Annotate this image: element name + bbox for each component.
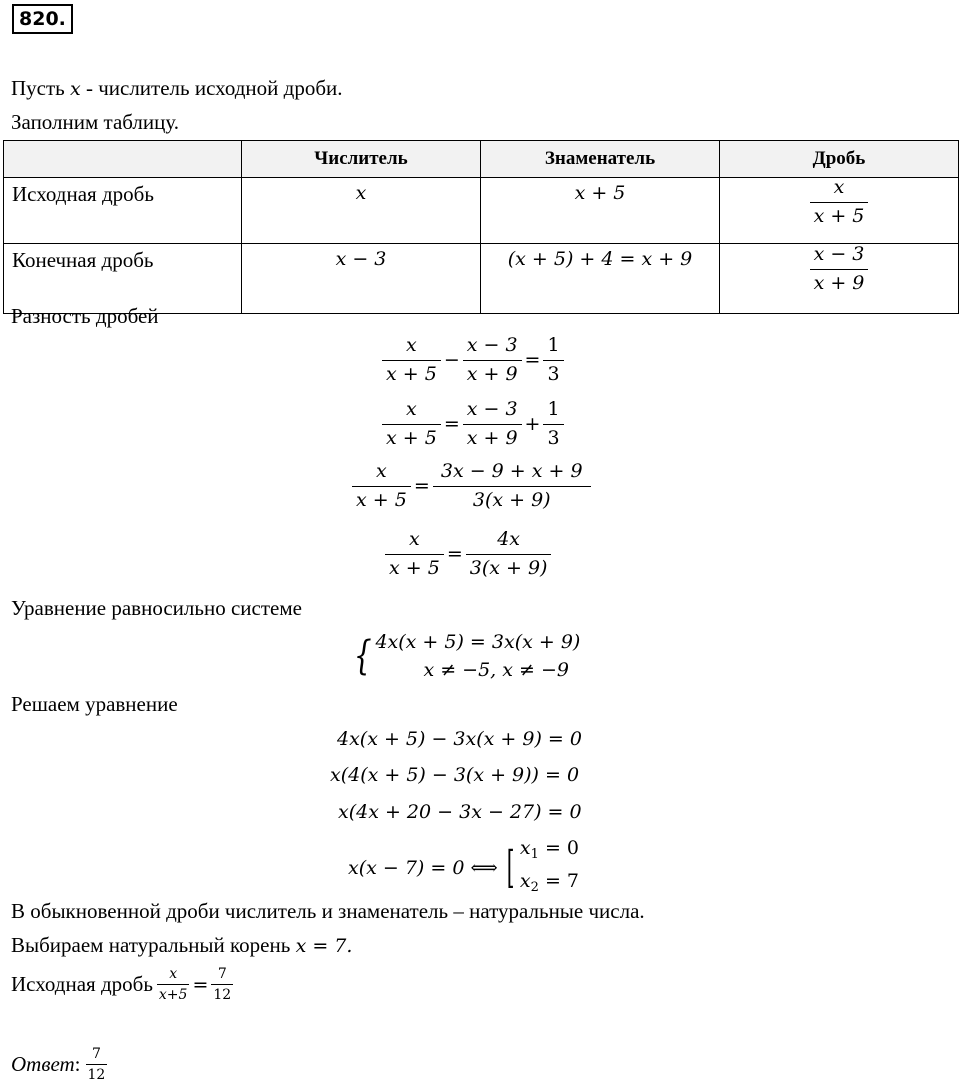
solve-step-4-left: x(x − 7) = 0 ⟺ [348,857,498,879]
table-header-fraction: Дробь [720,141,959,178]
frac-denominator: x + 9 [463,424,522,451]
frac-numerator: 1 [547,334,560,356]
equals-sign: = [192,973,209,996]
system-line-1: 4x(x + 5) = 3x(x + 9) [375,631,581,653]
row-denominator: x + 5 [481,178,720,244]
row-fraction [720,178,959,244]
solve-label: Решаем уравнение [11,692,178,716]
answer-label: Ответ [11,1052,75,1077]
equation-4 [385,528,551,581]
equals-sign: = [413,475,430,498]
system-label: Уравнение равносильно системе [11,596,302,620]
answer-numerator: 7 [91,1046,101,1062]
solve-step-2: x(4(x + 5) − 3(x + 9)) = 0 [330,764,580,786]
frac-numerator: 4x [497,528,520,550]
row-fraction-denominator: x + 5 [810,202,869,229]
frac-numerator: 7 [217,966,227,982]
operator: − [443,349,460,372]
frac-numerator: 3x − 9 + x + 9 [440,460,583,482]
equals-sign: = [443,413,460,436]
frac-denominator: 12 [211,984,233,1003]
original-fraction-label: Исходная дробь [11,972,153,997]
row-label: Исходная дробь [4,178,242,244]
table-row [4,178,959,244]
intro-fill-table: Заполним таблицу. [11,110,180,134]
table-header-numerator: Числитель [242,141,481,178]
frac-denominator: x+5 [157,984,190,1003]
frac-numerator: 1 [547,398,560,420]
row-label: Конечная дробь [4,244,242,314]
table-header-row [4,141,959,178]
solve-step-3: x(4x + 20 − 3x − 27) = 0 [338,801,582,823]
equals-sign: = [524,349,541,372]
table-header-denominator: Знаменатель [481,141,720,178]
frac-denominator: x + 5 [352,486,411,513]
answer-colon: : [74,1052,81,1077]
frac-denominator: x + 9 [463,360,522,387]
intro-let-line [11,76,343,101]
equation-system [350,628,580,684]
frac-denominator: x + 5 [382,424,441,451]
frac-denominator: 3(x + 9) [433,486,591,513]
frac-denominator: 3(x + 9) [466,554,552,581]
solve-step-1: 4x(x + 5) − 3x(x + 9) = 0 [337,728,582,750]
frac-numerator: x [409,528,420,550]
intro-let-suffix: - числитель исходной дроби. [85,76,343,100]
row-denominator: (x + 5) + 4 = x + 9 [481,244,720,314]
root-1: $x_1 = 0$ [519,837,579,862]
frac-denominator: x + 5 [385,554,444,581]
choose-root-prefix: Выбираем натуральный корень [11,933,291,957]
equation-3 [352,460,591,513]
table-header-empty [4,141,242,178]
row-fraction-denominator: x + 9 [810,269,869,296]
frac-numerator: x [406,398,417,420]
solve-step-4 [348,835,579,901]
fractions-table [3,140,959,314]
row-numerator: x [242,178,481,244]
root-2: $x_2 = 7$ [519,870,579,895]
answer-denominator: 12 [86,1064,108,1083]
frac-numerator: x − 3 [466,398,518,420]
left-bracket-icon: [ [506,842,515,893]
frac-denominator: 3 [543,360,563,387]
table-row [4,244,959,314]
problem-number: 820. [12,4,73,34]
intro-let-prefix: Пусть [11,76,65,100]
row-fraction-numerator: x − 3 [813,243,865,265]
chosen-root: x = 7. [295,935,353,957]
frac-denominator: x + 5 [382,360,441,387]
frac-numerator: x [406,334,417,356]
left-brace-icon: { [353,633,372,679]
frac-numerator: x [169,966,178,982]
difference-label: Разность дробей [11,304,159,328]
row-fraction [720,244,959,314]
frac-numerator: x − 3 [466,334,518,356]
frac-numerator: x [376,460,387,482]
row-fraction-numerator: x [833,176,845,198]
operator: + [524,413,541,436]
intro-let-variable: x [70,78,81,100]
frac-denominator: 3 [543,424,563,451]
original-fraction-line [11,966,233,1003]
choose-root-line [11,933,352,958]
equals-sign: = [446,543,463,566]
equation-2 [382,398,564,451]
natural-numbers-statement: В обыкновенной дроби числитель и знаменатель – натуральные числа. [11,899,645,923]
row-numerator: x − 3 [242,244,481,314]
equation-1 [382,334,564,387]
system-line-2: x ≠ −5, x ≠ −9 [423,659,569,681]
answer-line [11,1046,107,1083]
